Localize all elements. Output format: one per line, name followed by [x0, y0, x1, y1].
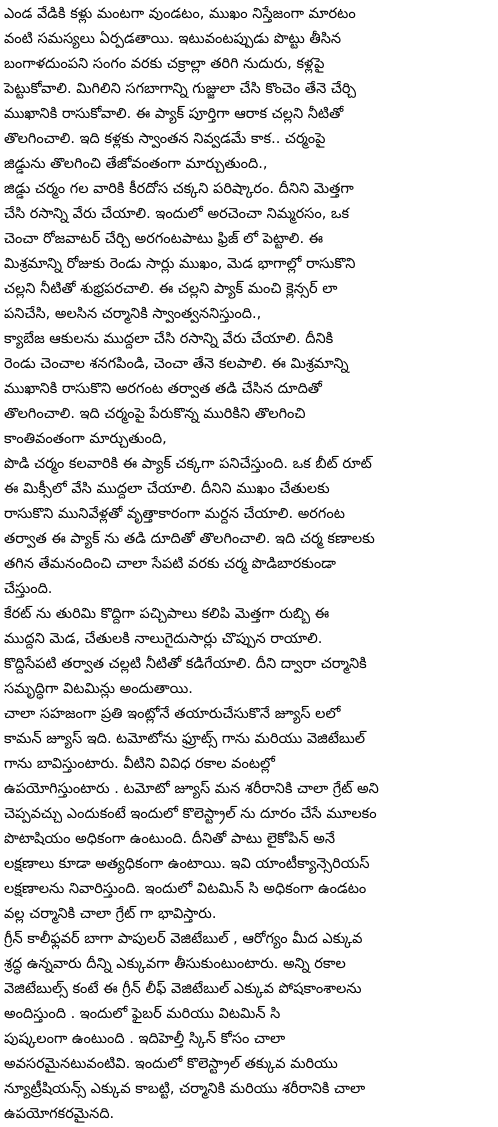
text-line: తొలగించాలి. ఇది చర్మంపై పేరుకొన్న మురికిని తొలగించి: [4, 406, 306, 422]
text-line: పెట్టుకోవాలి. మిగిలిని సగబాగాన్ని గుజ్జులా చేసి కొంచెం తేనె చేర్చి: [4, 81, 357, 97]
text-line: వల్ల చర్మానికి చాలా గ్రేట్ గా భావిస్తారు.: [4, 906, 217, 922]
text-line: తర్వాత ఈ ప్యాక్ ను తడి దూదితో తొలగించాలి. ఇది చర్మ కణాలకు: [4, 531, 375, 547]
text-line: చల్లని నీటితో శుభ్రపరచాలి. ఈ చల్లని ప్యాక్ మంచి క్లెన్సర్ లా: [4, 281, 338, 297]
text-line: ఉపయోగిస్తుంటారు . టమోటో జ్యూస్ మన శరీరానికి చాలా గ్రేట్ అని: [4, 781, 379, 797]
para-tomato: [4, 702, 494, 927]
text-line: చేసి రసాన్ని వేరు చేయాలి. ఇందులో అరచెంచా నిమ్మరసం, ఒక: [4, 206, 350, 222]
text-line: సమృద్ధిగా విటమిన్లు అందుతాయి.: [4, 681, 193, 697]
text-line: రాసుకొని మునివేళ్లతో వృత్తాకారంగా మర్దన చేయాలి. అరగంట: [4, 506, 345, 522]
para-sunburn: [4, 2, 494, 177]
para-oily-skin: [4, 177, 494, 327]
text-line: ముద్దని మెడ, చేతులకి నాలుగైదుసార్లు చొప్పున రాయాలి.: [4, 631, 323, 647]
text-line: ఉపయోగకరమైనది.: [4, 1106, 115, 1122]
text-line: తగిన తేమనందించి చాలా సేపటి వరకు చర్మ పొడిబారకుండా: [4, 556, 336, 572]
text-line: ఈ మిక్సీలో వేసి ముద్దలా చేయాలి. దీనిని ముఖం చేతులకు: [4, 481, 330, 497]
text-line: తొలగించాలి. ఇది కళ్లకు స్వాంతన నివ్వడమే కాక.. చర్మంపై: [4, 131, 326, 147]
text-line: జిడ్డును తొలగించి తేజోవంతంగా మార్చుతుంది.,: [4, 156, 268, 172]
text-line: న్యూట్రీషియన్స్ ఎక్కువ కాబట్టి, చర్మానికి మరియు శరీరానికి చాలా: [4, 1081, 366, 1097]
text-line: పనిచేసి, అలసిన చర్మానికి స్వాంత్వననిస్తుంది.,: [4, 306, 262, 322]
text-line: కేరట్ ను తురిమి కొద్దిగా పచ్చిపాలు కలిపి మెత్తగా రుబ్బి ఈ: [4, 606, 330, 622]
text-line: రెండు చెంచాల శనగపిండి, చెంచా తేనె కలపాలి. ఈ మిశ్రమాన్ని: [4, 356, 349, 372]
text-line: గ్రీన్ కాలీఫ్లవర్ బాగా పాపులర్ వెజిటేబుల్ , ఆరోగ్యం మీద ఎక్కువ: [4, 931, 363, 947]
text-line: వంటి సమస్యలు ఏర్పడతాయి. ఇటువంటప్పుడు పొట్టు తీసిన: [4, 31, 342, 47]
para-cabbage: [4, 327, 494, 452]
text-line: అవసరమైనటువంటివి. ఇందులో కొలెస్ట్రాల్ తక్కువ మరియు: [4, 1056, 338, 1072]
para-carrot: [4, 602, 494, 702]
text-line: కాంతివంతంగా మార్చుతుంది,: [4, 431, 167, 447]
text-line: లక్షణాలు కూడా అత్యధికంగా ఉంటాయి. ఇవి యాంటీక్యాన్సెరియస్: [4, 856, 370, 872]
text-line: చెంచా రోజవాటర్ చేర్చి అరగంటపాటు ఫ్రిజ్ లో పెట్టాలి. ఈ: [4, 231, 324, 247]
text-line: కామన్ జ్యూస్ ఇది. టమోటోను ఫ్రూట్స్ గాను మరియు వెజిటేబుల్: [4, 731, 366, 747]
para-cauliflower: [4, 927, 494, 1127]
text-line: బంగాళదుంపని సంగం వరకు చక్రాల్లా తరిగి నుదురు, కళ్లపై: [4, 56, 325, 72]
text-line: లక్షణాలను నివారిస్తుంది. ఇందులో విటమిన్ సి అధికంగా ఉండటం: [4, 881, 367, 897]
text-line: జిడ్డు చర్మం గల వారికి కీరదోస చక్కని పరిష్కారం. దీనిని మెత్తగా: [4, 181, 354, 197]
text-line: ముఖానికి రాసుకొని అరగంట తర్వాత తడి చేసిన దూదితో: [4, 381, 322, 397]
para-beetroot: [4, 452, 494, 602]
text-line: అందిస్తుంది . ఇందులో ఫైబర్ మరియు విటమిన్ సి: [4, 1006, 281, 1022]
text-line: ఎండ వేడికి కళ్లు మంటగా వుండటం, ముఖం నిస్తేజంగా మారటం: [4, 6, 356, 22]
text-line: వెజిటేబుల్స్ కంటే ఈ గ్రీన్ లీఫ్ వెజిటేబుల్ ఎక్కువ పోషకాంశాలను: [4, 981, 362, 997]
text-line: మిశ్రమాన్ని రోజుకు రెండు సార్లు ముఖం, మెడ భాగాల్లో రాసుకొని: [4, 256, 356, 272]
text-line: చెప్పవచ్చు ఎందుకంటే ఇందులో కొలెస్ట్రాల్ ను దూరం చేసే మూలకం: [4, 806, 377, 822]
text-line: కొద్దిసేపటి తర్వాత చల్లటి నీటితో కడిగేయాలి. దీని ద్వారా చర్మానికి: [4, 656, 367, 672]
text-line: చాలా సహజంగా ప్రతి ఇంట్లోనే తయారుచేసుకొనే జ్యూస్ లలో: [4, 706, 341, 722]
text-line: శ్రద్ధ ఉన్నవారు దీన్ని ఎక్కువగా తీసుకుంటుంటారు. అన్ని రకాల: [4, 956, 346, 972]
text-line: పొడి చర్మం కలవారికి ఈ ప్యాక్ చక్కగా పనిచేస్తుంది. ఒక బీట్ రూట్: [4, 456, 372, 472]
text-line: పుష్కలంగా ఉంటుంది . ఇదిహెల్తీ స్కిన్ కోసం చాలా: [4, 1031, 286, 1047]
text-line: పొటాషియం అధికంగా ఉంటుంది. దీనితో పాటు లైకోపిన్ అనే: [4, 831, 336, 847]
text-line: చేస్తుంది.: [4, 581, 53, 597]
text-line: ముఖానికి రాసుకోవాలి. ఈ ప్యాక్ పూర్తిగా ఆరాక చల్లని నీటితో: [4, 106, 344, 122]
text-line: గాను బావిస్తుంటారు. వీటిని వివిధ రకాల వంటల్లో: [4, 756, 275, 772]
text-line: క్యాబేజ ఆకులను ముద్దలా చేసి రసాన్ని వేరు చేయాలి. దీనికి: [4, 331, 334, 347]
